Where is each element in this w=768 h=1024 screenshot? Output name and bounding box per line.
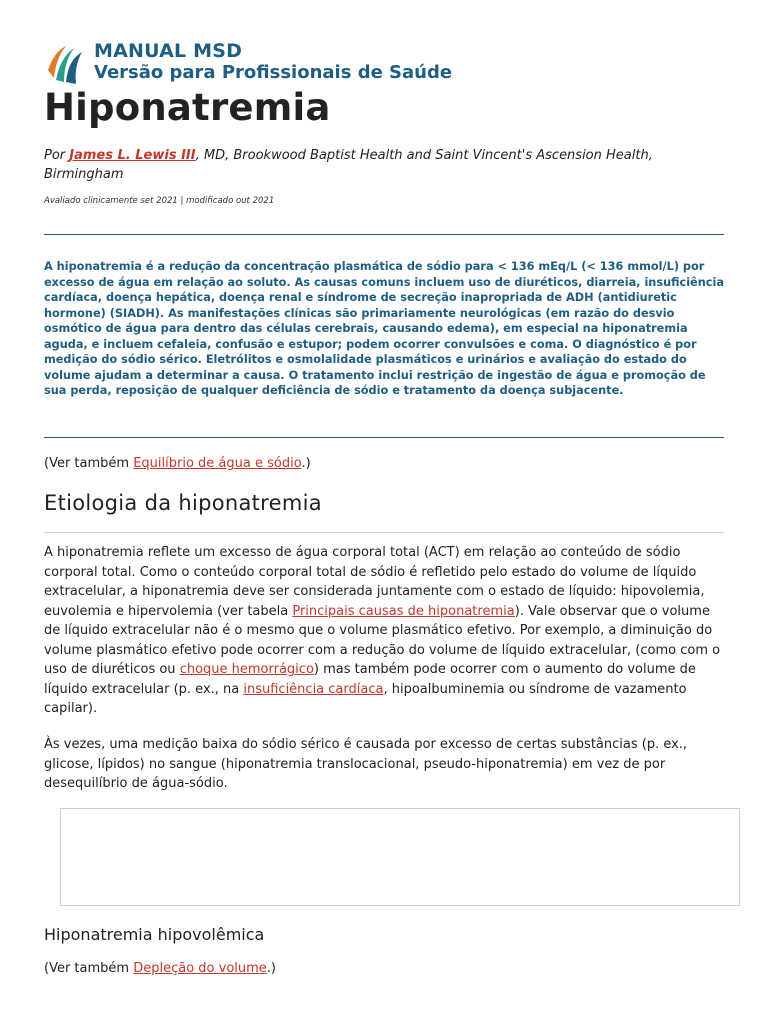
msd-manual-logo-icon	[44, 40, 86, 84]
see-also-1-prefix: (Ver também	[44, 456, 134, 471]
byline-prefix: Por	[44, 148, 66, 163]
para1-text-1: A hiponatremia reflete um excesso de água corporal total (ACT) em relação ao conteúdo de sódio corporal total. Como o conteúdo corporal total de sódio é refletido pelo estado do volume de líquido extracelular, a hiponatremia deve ser considerada juntamente com o estado de líquido: hipovolemia, euvolemia e hipervolemia (ver tabela	[44, 545, 705, 619]
see-also-2-prefix: (Ver também	[44, 961, 134, 976]
byline	[44, 146, 724, 184]
link-equilibrio-agua-sodio[interactable]: Equilíbrio de água e sódio	[133, 456, 302, 471]
see-also-1	[44, 456, 311, 471]
link-insuficiencia-cardiaca[interactable]: insuficiência cardíaca	[243, 681, 384, 697]
link-principais-causas[interactable]: Principais causas de hiponatremia	[292, 603, 515, 619]
link-deplecao-volume[interactable]: Depleção do volume	[133, 961, 267, 976]
para1-text-4: , hipoalbuminemia ou síndrome de vazamento capilar).	[44, 681, 687, 716]
see-also-2	[44, 961, 276, 976]
para1-text-2: ). Vale observar que o volume de líquido extracelular não é o mesmo que o volume plasmático efetivo. Por exemplo, a diminuição do volume plasmático efetivo pode ocorrer com a redução do volume de líquido extracelular, (como com o uso de diuréticos ou	[44, 603, 721, 677]
etiology-paragraph-2: Às vezes, uma medição baixa do sódio sérico é causada por excesso de certas substâncias (p. ex., glicose, lípidos) no sangue (hiponatremia translocacional, pseudo-hiponatremia) em vez de por desequilíbrio de água-sódio.	[44, 737, 688, 791]
brand-line-1: MANUAL MSD	[94, 40, 243, 62]
see-also-1-suffix: .)	[301, 456, 311, 471]
site-header[interactable]	[44, 40, 452, 84]
para1-text-3: ) mas também pode ocorrer com o aumento do volume de líquido extracelular (p. ex., na	[44, 662, 696, 697]
subsection-title-hipovolemica: Hiponatremia hipovolêmica	[44, 925, 265, 944]
review-date: Avaliado clinicamente set 2021 | modificado out 2021	[44, 196, 275, 206]
page-title: Hiponatremia	[44, 86, 331, 129]
summary-bottom-divider	[44, 437, 724, 438]
etiology-paragraph-1	[44, 543, 728, 719]
byline-affiliation: , MD, Brookwood Baptist Health and Saint Vincent's Ascension Health, Birmingham	[44, 148, 653, 182]
see-also-2-suffix: .)	[266, 961, 277, 976]
summary-text: A hiponatremia é a redução da concentração plasmática de sódio para < 136 mEq/L (< 136 mmol/L) por excesso de água em relação ao soluto. As causas comuns incluem uso de diuréticos, diarreia, insuficiência cardíaca, doença hepática, doença renal e síndrome de secreção inapropriada de ADH (antidiuretic hormone) (SIADH). As manifestações clínicas são primariamente neurológicas (em razão do desvio osmótico de água para dentro das células cerebrais, causando edema), em especial na hiponatremia aguda, e incluem cefaleia, confusão e estupor; podem ocorrer convulsões e coma. O diagnóstico é por medição do sódio sérico. Eletrólitos e osmolalidade plasmáticos e urinários e avaliação do estado do volume ajudam a determinar a causa. O tratamento inclui restrição de ingestão de água e promoção de sua perda, reposição de qualquer deficiência de sódio e tratamento da doença subjacente.	[44, 260, 724, 397]
author-link[interactable]: James L. Lewis III	[69, 148, 196, 163]
link-choque-hemorragico[interactable]: choque hemorrágico	[179, 662, 314, 677]
summary-top-divider	[44, 234, 724, 235]
table-placeholder-box	[60, 808, 740, 906]
brand-line-2: Versão para Profissionais de Saúde	[94, 62, 453, 83]
section-title-etiologia: Etiologia da hiponatremia	[44, 491, 322, 515]
section-divider	[44, 532, 724, 533]
brand-name	[94, 41, 452, 83]
